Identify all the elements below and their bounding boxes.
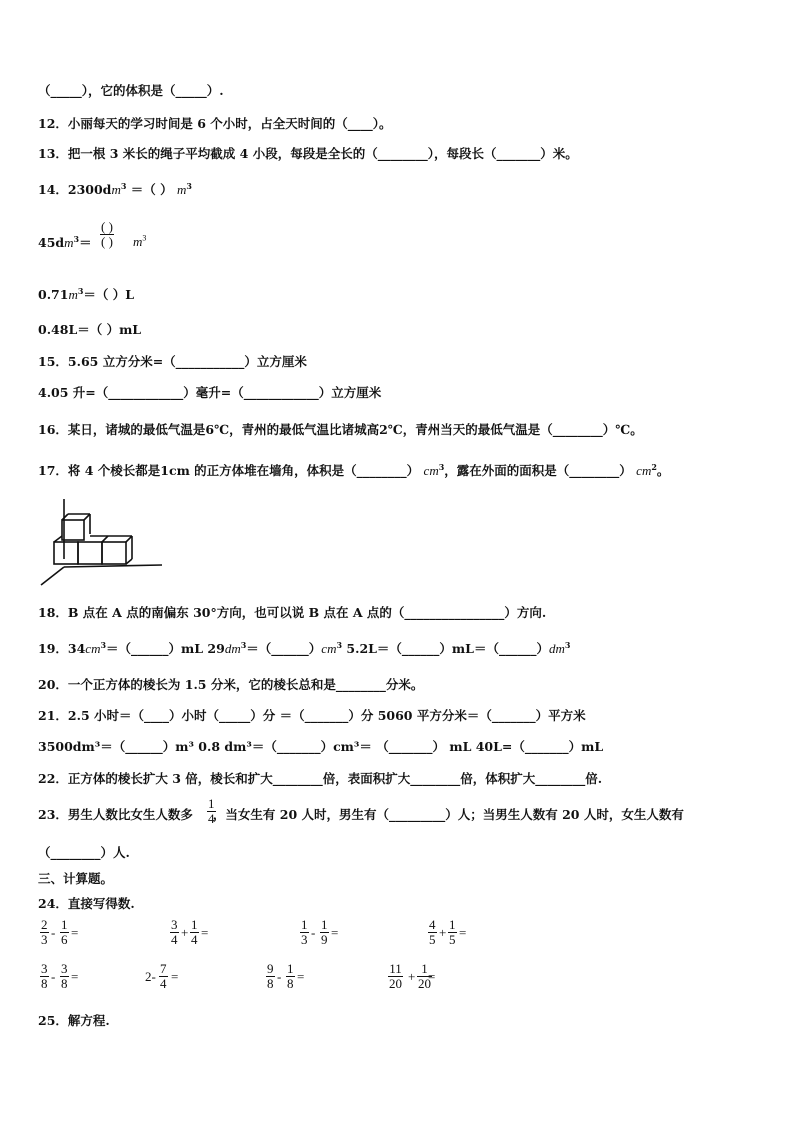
denominator: 20 xyxy=(418,976,431,991)
numerator: 4 xyxy=(429,917,436,932)
calc-fraction xyxy=(448,918,457,947)
question-21-line2: 3500dm³＝（______）m³ 0.8 dm³＝（_______）cm³＝ （_______） mL 40L=（_______）mL xyxy=(38,739,604,754)
denominator: 8 xyxy=(41,976,48,991)
calc-integer: 2- xyxy=(145,969,156,984)
question-21-line1: 21．2.5 小时＝（____）小时（_____）分 ＝（_______）分 5060 平方分米＝（_______）平方米 xyxy=(38,708,586,723)
section-3-heading: 三、计算题。 xyxy=(38,871,114,886)
question-15-line1: 15．5.65 立方分米=（___________）立方厘米 xyxy=(38,354,307,369)
question-17: 17．将 4 个棱长都是1cm 的正方体堆在墙角，体积是（________） $cm^3$，露在外面的面积是（________） $cm^2$。 xyxy=(38,461,670,478)
denominator: 8 xyxy=(287,976,294,991)
calc-equals: = xyxy=(428,969,436,984)
calc-operator: + xyxy=(181,925,189,940)
calc-fraction xyxy=(159,962,168,991)
question-20: 20．一个正方体的棱长为 1.5 分米，它的棱长总和是________分米。 xyxy=(38,677,424,692)
denominator: 8 xyxy=(267,976,274,991)
calc-equals: = xyxy=(331,925,339,940)
calc-operator: + xyxy=(439,925,447,940)
numerator: 3 xyxy=(171,917,178,932)
denominator: 4 xyxy=(171,932,178,947)
fraction-blank: ( ) ( ) xyxy=(101,219,113,249)
numerator: 11 xyxy=(389,961,402,976)
calc-fraction xyxy=(266,962,275,991)
question-14-line1: 14．$2300dm^3$ ＝（ ） $m^3$ xyxy=(38,180,192,197)
question-15-line2: 4.05 升=（____________）毫升=（____________）立方厘米 xyxy=(38,385,382,400)
numerator: 9 xyxy=(267,961,274,976)
calc-fraction xyxy=(60,962,69,991)
calc-fraction xyxy=(40,962,49,991)
question-22: 22．正方体的棱长扩大 3 倍，棱长和扩大________倍，表面积扩大________倍，体积扩大________倍. xyxy=(38,771,603,786)
question-14-line4: 0.48L＝（ ）mL xyxy=(38,322,142,337)
numerator: 1 xyxy=(421,961,428,976)
denominator: 20 xyxy=(389,976,402,991)
numerator: 3 xyxy=(61,961,68,976)
denominator: 3 xyxy=(41,932,48,947)
denominator: 5 xyxy=(449,932,456,947)
numerator: 1 xyxy=(287,961,294,976)
calc-fraction xyxy=(388,962,403,991)
calc-operator: + xyxy=(408,969,416,984)
denominator: 6 xyxy=(61,932,68,947)
denominator: 9 xyxy=(321,932,328,947)
calc-operator: - xyxy=(311,925,316,940)
cube-stack-diagram xyxy=(36,497,166,587)
calc-fraction xyxy=(40,918,49,947)
question-23-line2: （________）人. xyxy=(38,845,130,860)
question-11-tail: （_____），它的体积是（_____）. xyxy=(38,83,224,98)
question-19: 19．$34cm^3=(\_\_\_\_\_\_)mL$ $29dm^3=(\_\_\_\_\_\_)cm^3$ $5.2L=(\_\_\_\_\_\_)mL=(\_\_\_\_\_\_)dm^3$ xyxy=(38,639,571,656)
question-14-line3: $0.71m^3=$（ ）L xyxy=(38,285,135,302)
numerator: 2 xyxy=(41,917,48,932)
question-24: 24．直接写得数. xyxy=(38,896,135,911)
question-14-line2: $45dm^3=$ xyxy=(38,233,92,250)
calc-operator: - xyxy=(277,969,282,984)
calc-fraction xyxy=(428,918,437,947)
numerator: 1 xyxy=(61,917,68,932)
calc-equals: = xyxy=(297,969,305,984)
calc-operator: - xyxy=(51,925,56,940)
calc-equals: = xyxy=(201,925,209,940)
numerator: 1 xyxy=(301,917,308,932)
calc-fraction xyxy=(300,918,309,947)
numerator: 7 xyxy=(160,961,167,976)
numerator: 1 xyxy=(449,917,456,932)
denominator: 4 xyxy=(160,976,167,991)
calc-equals: = xyxy=(71,969,79,984)
question-18: 18．B 点在 A 点的南偏东 30°方向，也可以说 B 点在 A 点的（________________）方向. xyxy=(38,605,547,620)
calc-fraction xyxy=(320,918,329,947)
question-25: 25．解方程. xyxy=(38,1013,110,1028)
calc-fraction xyxy=(170,918,179,947)
calc-fraction xyxy=(286,962,295,991)
numerator: 1 xyxy=(191,917,198,932)
calc-fraction xyxy=(60,918,69,947)
numerator: 3 xyxy=(41,961,48,976)
calc-equals: = xyxy=(71,925,79,940)
numerator: 1 xyxy=(321,917,328,932)
denominator: 3 xyxy=(301,932,308,947)
fraction-one-quarter: 1 4 xyxy=(208,796,215,826)
question-13: 13．把一根 3 米长的绳子平均截成 4 小段，每段是全长的（________），每段长（_______）米。 xyxy=(38,146,578,161)
question-12: 12．小丽每天的学习时间是 6 个小时，占全天时间的（____）。 xyxy=(38,116,392,131)
denominator: 8 xyxy=(61,976,68,991)
calc-operator: - xyxy=(51,969,56,984)
question-23-line1: 23．男生人数比女生人数多 ，当女生有 20 人时，男生有（_________）人；当男生人数有 20 人时，女生人数有 xyxy=(38,807,684,822)
unit-m3: $m^3$ xyxy=(133,233,147,249)
question-16: 16．某日，诸城的最低气温是6℃，青州的最低气温比诸城高2℃，青州当天的最低气温是（________）℃。 xyxy=(38,422,643,437)
calc-equals: = xyxy=(171,969,179,984)
calc-fraction xyxy=(190,918,199,947)
denominator: 4 xyxy=(191,932,198,947)
denominator: 5 xyxy=(429,932,436,947)
calc-equals: = xyxy=(459,925,467,940)
